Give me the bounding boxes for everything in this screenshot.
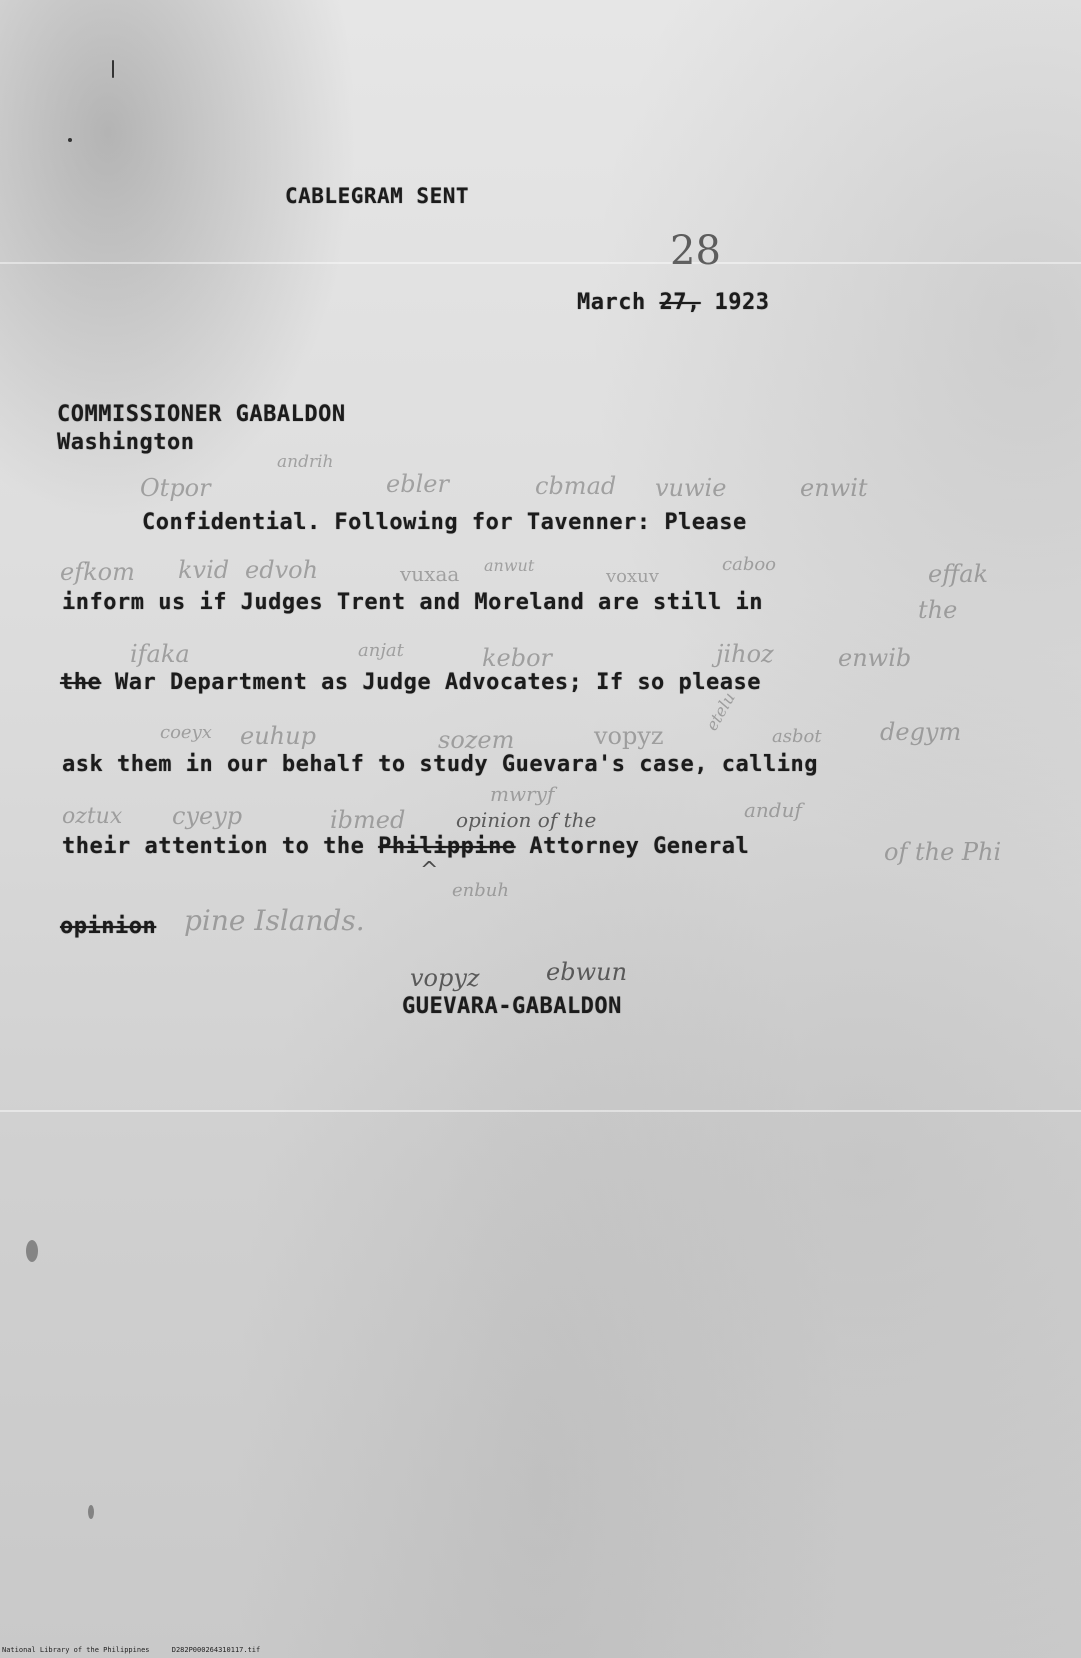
struck-word: opinion [60, 914, 157, 939]
addressee-name: COMMISSIONER GABALDON [57, 402, 346, 427]
archive-footer [2, 1646, 278, 1654]
insert-caret: ^ [420, 858, 439, 883]
code-word: degym [880, 718, 962, 746]
code-word: caboo [722, 554, 777, 575]
date-year: 1923 [714, 290, 770, 315]
code-word: anjat [358, 640, 404, 661]
body-line-last [60, 914, 156, 939]
code-word: vuwie [655, 474, 727, 502]
struck-word: Philippine [378, 834, 516, 859]
code-word: kvid [178, 556, 230, 584]
handwritten-margin-note: of the Phi [884, 838, 1002, 866]
ink-speck [112, 60, 114, 78]
ink-speck [88, 1505, 94, 1519]
code-word: cbmad [535, 472, 617, 500]
code-word: cyeyp [172, 802, 243, 830]
code-word: vuxaa [400, 562, 460, 586]
code-word: efkom [60, 558, 135, 586]
handwritten-date-correction: 28 [670, 228, 721, 274]
addressee-city: Washington [57, 430, 195, 455]
date-day-struck: 27, [659, 290, 701, 315]
code-word: Otpor [140, 474, 211, 502]
code-word: asbot [772, 726, 822, 747]
code-word: anduf [744, 798, 802, 822]
body-line-5: their attention to the Philippine Attorney General [62, 834, 750, 859]
code-word: edvoh [245, 556, 319, 584]
fold-line [0, 262, 1081, 264]
code-word: vopyz [594, 722, 664, 750]
code-word: enwib [838, 644, 912, 672]
code-word: kebor [482, 644, 553, 672]
code-word: jihoz [716, 640, 774, 668]
code-word: ifaka [130, 640, 190, 668]
code-word: ibmed [330, 806, 406, 834]
code-word: vopyz [410, 964, 480, 992]
code-word: sozem [438, 726, 515, 754]
footer-library: National Library of the Philippines [2, 1646, 150, 1654]
signature: GUEVARA-GABALDON [402, 994, 622, 1019]
body-line-2: inform us if Judges Trent and Moreland are still in [62, 590, 764, 615]
code-word: voxuv [606, 566, 659, 587]
body-line-4: ask them in our behalf to study Guevara's case, calling [62, 752, 818, 777]
date-line [577, 290, 769, 315]
body-line-3: the War Department as Judge Advocates; If so please [60, 670, 762, 695]
ink-speck [26, 1240, 38, 1262]
footer-file-id: D282P000264310117.tif [171, 1646, 261, 1654]
code-word: etelu [701, 689, 739, 734]
body-line-1: Confidential. Following for Tavenner: Please [142, 510, 747, 535]
code-word: mwryf [490, 782, 555, 806]
ink-speck [68, 138, 72, 142]
handwritten-insert: the [918, 596, 958, 624]
handwritten-addition: pine Islands. [184, 904, 365, 937]
code-word: enbuh [452, 880, 509, 901]
struck-word: the [60, 670, 102, 695]
document-heading: CABLEGRAM SENT [285, 184, 470, 208]
code-word: ebler [386, 470, 449, 498]
code-word: anwut [484, 556, 535, 575]
handwritten-insert: opinion of the [456, 808, 597, 832]
code-word: coeyx [160, 722, 212, 743]
code-word: enwit [800, 474, 868, 502]
code-word: andrih [277, 452, 334, 472]
code-word: euhup [240, 722, 316, 750]
fold-line [0, 1110, 1081, 1112]
code-word: ebwun [546, 958, 628, 986]
code-word: oztux [62, 804, 123, 829]
code-word: effak [928, 560, 989, 588]
date-month: March [577, 290, 646, 315]
